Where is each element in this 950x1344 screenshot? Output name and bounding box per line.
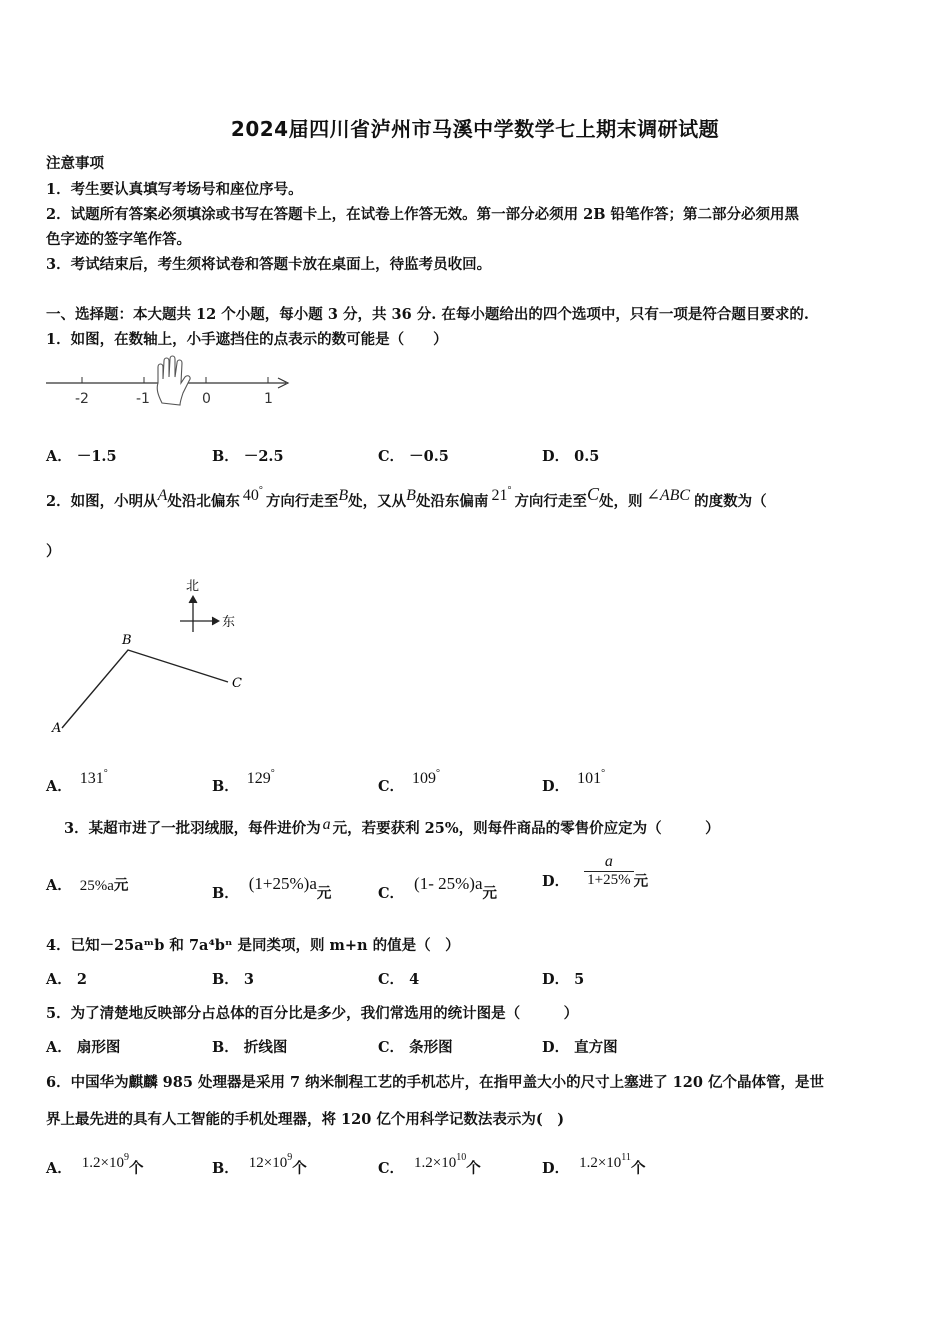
q2-option-b[interactable]: B． 129° [212, 768, 275, 795]
q2-option-c[interactable]: C． 109° [378, 768, 441, 795]
q5-option-d[interactable]: D． 直方图 [542, 1039, 618, 1056]
q3-option-b[interactable]: B．(1+25%)a元 [212, 874, 332, 902]
q3-option-a[interactable]: A． 25%a元 [46, 877, 129, 894]
point-b-label: B [122, 633, 132, 648]
q2-stem-end: ） [46, 543, 61, 560]
q1-option-a[interactable]: A． －1.5 [46, 448, 117, 465]
notes-item: 3．考试结束后，考生须将试卷和答题卡放在桌面上，待监考员收回。 [46, 256, 492, 273]
point-a-label: A [52, 721, 62, 736]
q3-option-c[interactable]: C．(1- 25%)a元 [378, 874, 497, 902]
path-abc [62, 650, 228, 728]
q2-stem: 2．如图，小明从A处沿北偏东 40°方向行走至B处，又从B处沿东偏南 21°方向行走至C处，则 ∠ABC 的度数为（ [46, 484, 767, 510]
q6-option-b[interactable]: B． $12\times 10^9$个 [212, 1152, 307, 1177]
q6-stem-line1: 6．中国华为麒麟 985 处理器是采用 7 纳米制程工艺的手机芯片，在指甲盖大小的尺寸上塞进了 120 亿个晶体管，是世 [46, 1074, 824, 1091]
direction-figure [40, 570, 260, 740]
notes-heading: 注意事项 [46, 155, 104, 172]
q3-option-d[interactable]: D． $\frac{a}{1+25\%}$ 元 [542, 852, 649, 890]
q6-option-a[interactable]: A． $1.2\times 10^9$个 [46, 1152, 144, 1177]
q3-stem: 3．某超市进了一批羽绒服，每件进价为 a 元，若要获利 25%，则每件商品的零售价应定为（ ） [64, 816, 720, 837]
q2-option-a[interactable]: A． 131° [46, 768, 108, 795]
q6-option-c[interactable]: C． $1.2\times 10^{10}$个 [378, 1152, 481, 1177]
q4-option-b[interactable]: B． 3 [212, 971, 254, 988]
q6-stem-line2: 界上最先进的具有人工智能的手机处理器，将 120 亿个用科学记数法表示为( ) [46, 1111, 565, 1128]
q2-option-d[interactable]: D． 101° [542, 768, 606, 795]
north-label: 北 [186, 579, 200, 594]
q1-option-d[interactable]: D． 0.5 [542, 448, 600, 465]
q1-option-b[interactable]: B． －2.5 [212, 448, 284, 465]
tick-label: 0 [202, 391, 211, 407]
q1-option-c[interactable]: C． －0.5 [378, 448, 449, 465]
page-title: 2024届四川省泸州市马溪中学数学七上期末调研试题 [230, 117, 720, 141]
notes-item: 色字迹的签字笔作答。 [46, 231, 191, 248]
q1-stem: 1．如图，在数轴上，小手遮挡住的点表示的数可能是（ ） [46, 331, 448, 348]
q5-option-c[interactable]: C． 条形图 [378, 1039, 453, 1056]
q5-option-a[interactable]: A． 扇形图 [46, 1039, 121, 1056]
point-c-label: C [232, 676, 242, 691]
notes-item: 1．考生要认真填写考场号和座位序号。 [46, 181, 303, 198]
q6-option-d[interactable]: D． $1.2\times 10^{11}$个 [542, 1152, 646, 1177]
q5-option-b[interactable]: B． 折线图 [212, 1039, 288, 1056]
q5-stem: 5．为了清楚地反映部分占总体的百分比是多少，我们常选用的统计图是（ ） [46, 1005, 579, 1022]
tick-label: 1 [264, 391, 273, 407]
q4-stem: 4．已知－25aᵐb 和 7a⁴bⁿ 是同类项，则 m+n 的值是（ ） [46, 937, 460, 954]
east-label: 东 [222, 615, 236, 630]
tick-label: -2 [75, 391, 89, 407]
tick-label: -1 [136, 391, 150, 407]
number-line-figure [40, 355, 300, 410]
hand-icon [157, 356, 190, 405]
notes-item: 2．试题所有答案必须填涂或书写在答题卡上，在试卷上作答无效。第一部分必须用 2B 铅笔作答；第二部分必须用黑 [46, 206, 800, 223]
q4-option-c[interactable]: C． 4 [378, 971, 420, 988]
section-heading: 一、选择题：本大题共 12 个小题，每小题 3 分，共 36 分. 在每小题给出的四个选项中，只有一项是符合题目要求的. [46, 306, 809, 323]
q4-option-a[interactable]: A． 2 [46, 971, 87, 988]
q4-option-d[interactable]: D． 5 [542, 971, 585, 988]
